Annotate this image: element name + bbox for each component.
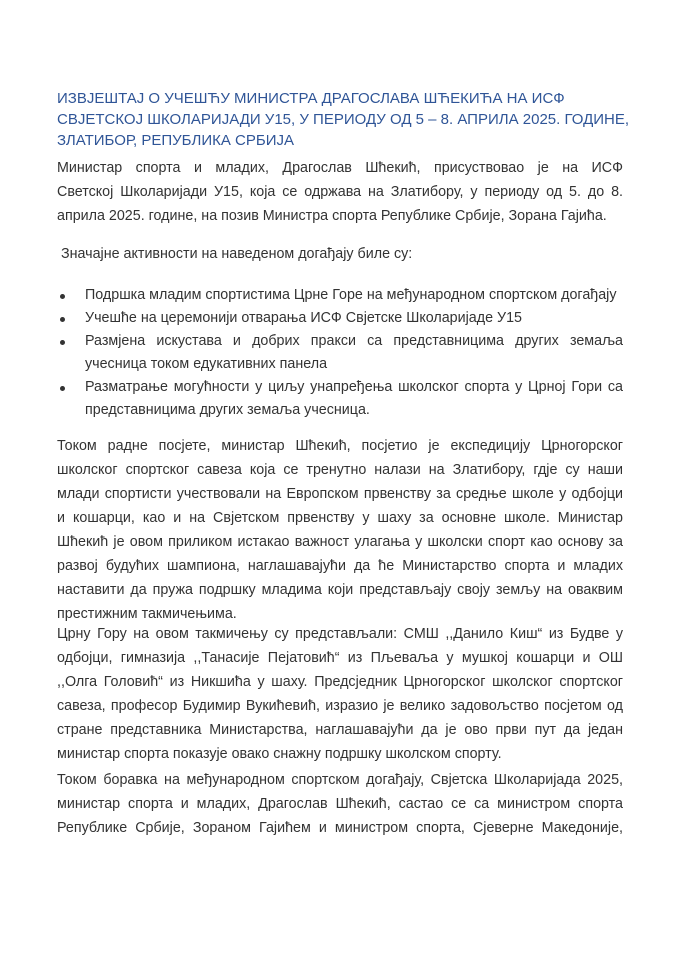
text-line: и кошарци, као и на Свјетском првенству у шаху за основне школе. Министар bbox=[57, 510, 623, 526]
list-item bbox=[57, 284, 623, 307]
text-line: ,,Олга Головић“ из Никшића у шаху. Предсједник Црногорског школског спортског bbox=[57, 674, 623, 690]
text-line: Размјена искустава и добрих пракси са представницима других земаља bbox=[85, 333, 623, 349]
text-line: Током боравка на међународном спортском догађају, Свјетска Школаријада 2025, bbox=[57, 772, 623, 788]
text-line: представницима других земаља учесница. bbox=[85, 402, 370, 418]
paragraph-intro bbox=[57, 156, 623, 228]
paragraph-visit bbox=[57, 434, 623, 626]
text-line: Светској Школаријади У15, која се одржава на Златибору, у периоду од 5. до 8. bbox=[57, 184, 623, 200]
list-item bbox=[57, 307, 623, 330]
title-line: ИЗВЈЕШТАЈ О УЧЕШЋУ МИНИСТРА ДРАГОСЛАВА ШЋЕКИЋА НА ИСФ bbox=[57, 90, 565, 107]
text-line: наставити да пружа подршку младима који представљају своју земљу на оваквим bbox=[57, 582, 623, 598]
text-line: млади спортисти учествовали на Европском првенству за средње школе у одбојци bbox=[57, 486, 623, 502]
text-line: Током радне посјете, министар Шћекић, посјетио је експедицију Црногорског bbox=[57, 438, 623, 454]
text-line: априла 2025. године, на позив Министра спорта Републике Србије, Зорана Гајића. bbox=[57, 208, 607, 224]
text-line: Црну Гору на овом такмичењу су представљали: СМШ ,,Данило Киш“ из Будве у bbox=[57, 626, 623, 642]
text-line: Разматрање могућности у циљу унапређења школског спорта у Црној Гори са bbox=[85, 379, 623, 395]
text-line: Републике Србије, Зораном Гајићем и министром спорта, Сјеверне Македоније, bbox=[57, 820, 623, 836]
text-line: одбојци, гимназија ,,Танасије Пејатовић“ из Пљеваља у мушкој кошарци и ОШ bbox=[57, 650, 623, 666]
text-line: развој будућих шампиона, наглашавајући да ће Министарство спорта и младих bbox=[57, 558, 623, 574]
bullet-icon bbox=[60, 294, 65, 299]
bullet-icon bbox=[60, 340, 65, 345]
list-item bbox=[57, 376, 623, 422]
text-line: Учешће на церемонији отварања ИСФ Свјетске Школаријаде У15 bbox=[85, 310, 522, 326]
text-line: Подршка младим спортистима Црне Горе на међународном спортском догађају bbox=[85, 287, 617, 303]
activities-intro: Значајне активности на наведеном догађају биле су: bbox=[57, 246, 413, 262]
text-line: Министар спорта и младих, Драгослав Шћекић, присуствовао је на ИСФ bbox=[57, 160, 623, 176]
text-line: министар спорта и младих, Драгослав Шћекић, састао се са министром спорта bbox=[57, 796, 623, 812]
report-title bbox=[57, 88, 637, 151]
text-line: министар спорта показује овако снажну подршку школском спорту. bbox=[57, 746, 502, 762]
bullet-icon bbox=[60, 317, 65, 322]
activities-list bbox=[57, 284, 623, 422]
text-line: престижним такмичењима. bbox=[57, 606, 237, 622]
text-line: стране представника Министарства, наглашавајући да је ово први пут да један bbox=[57, 722, 623, 738]
title-line: ЗЛАТИБОР, РЕПУБЛИКА СРБИЈА bbox=[57, 132, 295, 149]
text-line: школског спортског савеза која се тренутно налази на Златибору, гдје су наши bbox=[57, 462, 623, 478]
title-line: СВЈЕТСКОЈ ШКОЛАРИЈАДИ У15, У ПЕРИОДУ ОД 5 – 8. АПРИЛА 2025. ГОДИНЕ, bbox=[57, 111, 630, 128]
list-item bbox=[57, 330, 623, 376]
text-line: Шћекић је овом приликом истакао важност улагања у школски спорт као основу за bbox=[57, 534, 623, 550]
text-line: учесница током едукативних панела bbox=[85, 356, 328, 372]
bullet-icon bbox=[60, 386, 65, 391]
text-line: савеза, професор Будимир Вукићевић, изразио је велико задовољство посјетом од bbox=[57, 698, 623, 714]
paragraph-meetings bbox=[57, 768, 623, 840]
paragraph-representatives bbox=[57, 622, 623, 766]
